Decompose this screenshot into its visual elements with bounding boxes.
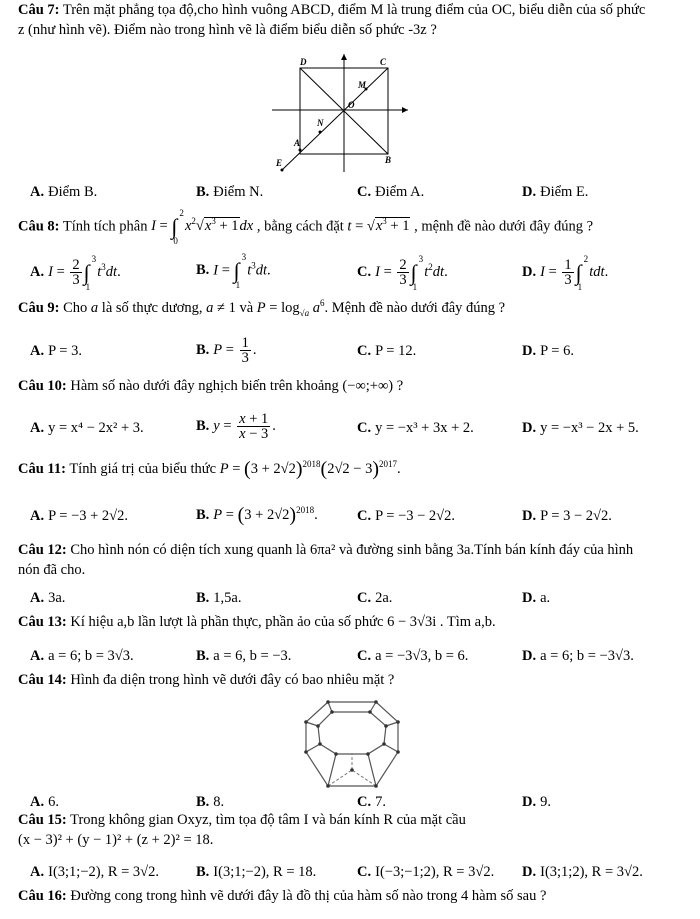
q10-option-a-text: y = x⁴ − 2x² + 3.: [48, 420, 144, 436]
q7-option-d-letter: D.: [522, 184, 537, 200]
q11-text-line: [18, 458, 401, 481]
label-E: E: [276, 158, 283, 168]
label-M: M: [358, 80, 367, 90]
q12-label: Câu 12:: [18, 542, 67, 558]
q11-expression: $P = (3 + 2√2)^{2018}(2√2 - 3)^{2017}$.: [219, 458, 401, 480]
q13-text: Kí hiệu a,b lần lượt là phần thực, phần ảo của số phức 6 − 3√3i . Tìm a,b.: [70, 614, 496, 630]
q15-text-line1: [18, 812, 466, 829]
q15-option-b[interactable]: [196, 864, 316, 881]
label-N: N: [317, 118, 324, 128]
q13-option-b[interactable]: [196, 648, 291, 665]
q14-text: Hình đa diện trong hình vẽ dưới đây có bao nhiêu mặt ?: [70, 672, 395, 688]
q9-text-line: Câu 9: Cho a là số thực dương, a ≠ 1 và $P = \log_{√a} a^6$. Mệnh đề nào dưới đây đúng ?: [18, 298, 506, 318]
q11-option-b-letter: B.: [196, 506, 210, 523]
q7-option-a-text: Điểm B.: [48, 184, 98, 200]
q9-option-b[interactable]: B. P = $\frac{1}{3}$ .: [196, 335, 257, 366]
q10-text-line: [18, 378, 403, 395]
q8-substitution: $t = √x^3 + 1$: [347, 216, 410, 235]
q9-option-c[interactable]: [357, 343, 416, 360]
q8-option-b[interactable]: B. I = ∫ 3 1 $t^3dt$.: [196, 252, 271, 290]
q8-option-d-letter: D.: [522, 263, 537, 280]
q7-text1: Trên mặt phẳng tọa độ,cho hình vuông ABCD, điểm M là trung điểm của OC, biểu diễn của số phức: [62, 2, 646, 18]
q12-option-c[interactable]: [357, 590, 392, 607]
q7-option-b[interactable]: [196, 184, 263, 201]
q14-polyhedron-figure: [298, 700, 404, 790]
label-D: D: [300, 57, 307, 67]
q12-option-b-text: 1,5a.: [213, 590, 242, 606]
q10-option-c-letter: C.: [357, 420, 372, 436]
q12-option-a-text: 3a.: [48, 590, 66, 606]
q12-option-d-letter: D.: [522, 590, 537, 606]
q13-option-d[interactable]: [522, 648, 634, 665]
q7-label: Câu 7:: [18, 2, 60, 18]
q14-label: Câu 14:: [18, 672, 67, 688]
q15-option-d-letter: D.: [522, 864, 537, 880]
q11-option-a-text: P = −3 + 2√2.: [48, 508, 129, 524]
q8-option-d[interactable]: D. I = $\frac{1}{3}$ ∫ 2 1 tdt.: [522, 253, 609, 292]
q12-option-d[interactable]: [522, 590, 550, 607]
q10-option-d-text: y = −x³ − 2x + 5.: [540, 420, 639, 436]
q11-option-d-letter: D.: [522, 508, 537, 524]
q12-text1: Cho hình nón có diện tích xung quanh là 6πa² và đường sinh bằng 3a.Tính bán kính đáy của hình: [70, 542, 634, 558]
q13-option-d-text: a = 6; b = −3√3.: [540, 648, 634, 664]
q14-option-c-text: 7.: [375, 794, 386, 810]
q8-text-a: Tính tích phân: [62, 218, 148, 235]
q15-option-c[interactable]: [357, 864, 494, 881]
q8-integral: I = ∫ 2 0 $x^2√x^3 + 1dx$: [151, 208, 254, 246]
q11-option-d-text: P = 3 − 2√2.: [540, 508, 612, 524]
q9-option-c-text: P = 12.: [375, 343, 417, 359]
q13-text-line: [18, 614, 496, 631]
q9-option-c-letter: C.: [357, 343, 372, 359]
q15-label: Câu 15:: [18, 812, 67, 828]
q9-text-b: là số thực dương,: [101, 299, 203, 316]
q9-label: Câu 9:: [18, 299, 60, 316]
q15-option-d-text: I(3;1;2), R = 3√2.: [540, 864, 643, 880]
q13-option-c[interactable]: [357, 648, 468, 665]
q15-option-c-text: I(−3;−1;2), R = 3√2.: [375, 864, 495, 880]
q11-option-c-letter: C.: [357, 508, 372, 524]
q14-option-b-letter: B.: [196, 794, 210, 810]
q12-option-b-letter: B.: [196, 590, 210, 606]
q7-text-line2: z (như hình vẽ). Điểm nào trong hình vẽ là điểm biểu diễn số phức -3z ?: [18, 22, 437, 38]
q9-option-d[interactable]: [522, 343, 574, 360]
q13-option-c-text: a = −3√3, b = 6.: [375, 648, 469, 664]
label-C: C: [380, 57, 387, 67]
q8-label: Câu 8:: [18, 218, 60, 235]
q10-option-d-letter: D.: [522, 420, 537, 436]
q14-option-d-letter: D.: [522, 794, 537, 810]
q14-option-d-text: 9.: [540, 794, 551, 810]
q16-label: Câu 16:: [18, 888, 67, 904]
q14-option-c-letter: C.: [357, 794, 372, 810]
q7-option-c-letter: C.: [357, 184, 372, 200]
q7-text-line1: [18, 2, 645, 19]
q8-option-c[interactable]: C. I = $\frac{2}{3}$ ∫ 3 1 $t^2dt$.: [357, 253, 448, 292]
q9-option-d-letter: D.: [522, 343, 537, 359]
q15-option-b-letter: B.: [196, 864, 210, 880]
q14-option-d[interactable]: [522, 794, 551, 811]
q13-option-b-text: a = 6, b = −3.: [213, 648, 292, 664]
q8-option-a-letter: A.: [30, 263, 45, 280]
q11-option-a-letter: A.: [30, 508, 45, 524]
q9-text-a: Cho: [63, 299, 88, 316]
q13-option-d-letter: D.: [522, 648, 537, 664]
q12-option-b[interactable]: [196, 590, 241, 607]
q14-option-a-text: 6.: [48, 794, 59, 810]
q13-option-b-letter: B.: [196, 648, 210, 664]
q15-option-a-letter: A.: [30, 864, 45, 880]
q13-option-a-text: a = 6; b = 3√3.: [48, 648, 134, 664]
q12-text-line1: [18, 542, 633, 559]
q12-option-d-text: a.: [540, 590, 551, 606]
q11-option-c-text: P = −3 − 2√2.: [375, 508, 456, 524]
q12-text-line2: nón đã cho.: [18, 562, 86, 578]
q9-option-b-letter: B.: [196, 341, 210, 358]
q11-option-d[interactable]: [522, 508, 612, 525]
label-A: A: [294, 138, 301, 148]
q11-option-c[interactable]: [357, 508, 455, 525]
q13-option-a[interactable]: [30, 648, 134, 665]
q7-option-c[interactable]: [357, 184, 424, 201]
q11-option-b[interactable]: B. $P = (3 + 2√2)^{2018}$.: [196, 504, 318, 526]
q12-option-a[interactable]: [30, 590, 65, 607]
q13-option-c-letter: C.: [357, 648, 372, 664]
q8-option-c-letter: C.: [357, 263, 372, 280]
q15-equation: (x − 3)² + (y − 1)² + (z + 2)² = 18.: [18, 832, 214, 848]
q10-label: Câu 10:: [18, 378, 67, 394]
q7-option-d[interactable]: [522, 184, 588, 201]
q8-text-b: , bằng cách đặt: [256, 218, 344, 235]
label-B: B: [385, 155, 392, 165]
q12-option-c-letter: C.: [357, 590, 372, 606]
q10-option-a[interactable]: [30, 420, 144, 437]
q9-option-a-text: P = 3.: [48, 343, 82, 359]
q7-option-b-letter: B.: [196, 184, 210, 200]
q9-option-a-letter: A.: [30, 343, 45, 359]
q10-option-c-text: y = −x³ + 3x + 2.: [375, 420, 474, 436]
q15-text1: Trong không gian Oxyz, tìm tọa độ tâm I và bán kính R của mặt cầu: [70, 812, 466, 828]
q14-option-a[interactable]: [30, 794, 59, 811]
q14-option-b-text: 8.: [213, 794, 225, 810]
q15-option-a[interactable]: [30, 864, 159, 881]
q13-label: Câu 13:: [18, 614, 67, 630]
q7-option-d-text: Điểm E.: [540, 184, 589, 200]
q7-option-b-text: Điểm N.: [213, 184, 264, 200]
q7-option-a-letter: A.: [30, 184, 45, 200]
q12-option-a-letter: A.: [30, 590, 45, 606]
q14-option-a-letter: A.: [30, 794, 45, 810]
q12-option-c-text: 2a.: [375, 590, 393, 606]
q10-option-b-letter: B.: [196, 417, 210, 434]
q15-option-b-text: I(3;1;−2), R = 18.: [213, 864, 317, 880]
q9-option-a[interactable]: [30, 343, 82, 360]
q8-text-line: [18, 208, 594, 246]
label-O: O: [348, 100, 355, 110]
q16-text-line: [18, 888, 546, 905]
q9-text-c: và: [239, 299, 254, 316]
q10-option-d[interactable]: [522, 420, 639, 437]
q7-figure: [270, 52, 410, 174]
q8-option-a[interactable]: A. I = $\frac{2}{3}$ ∫ 3 1 $t^3dt$.: [30, 253, 121, 292]
q10-option-c[interactable]: [357, 420, 474, 437]
q9-text-d: . Mệnh đề nào dưới đây đúng ?: [324, 299, 506, 316]
q15-option-a-text: I(3;1;−2), R = 3√2.: [48, 864, 160, 880]
q15-option-d[interactable]: [522, 864, 643, 881]
q10-option-b[interactable]: B. y = $\frac{x + 1}{x - 3}$ .: [196, 411, 276, 442]
q16-text: Đường cong trong hình vẽ dưới đây là đồ thị của hàm số nào trong 4 hàm số sau ?: [70, 888, 547, 904]
q8-text-c: , mệnh đề nào dưới đây đúng ?: [414, 218, 594, 235]
q11-option-a[interactable]: [30, 508, 128, 525]
q11-label: Câu 11:: [18, 460, 66, 477]
q8-option-b-letter: B.: [196, 262, 210, 279]
q15-option-c-letter: C.: [357, 864, 372, 880]
q14-option-b[interactable]: [196, 794, 224, 811]
q11-text: Tính giá trị của biểu thức: [69, 460, 217, 477]
q13-option-a-letter: A.: [30, 648, 45, 664]
q9-formula: $P = \log_{√a} a^6$: [256, 298, 325, 318]
q14-option-c[interactable]: [357, 794, 386, 811]
q9-option-d-text: P = 6.: [540, 343, 574, 359]
q10-text: Hàm số nào dưới đây nghịch biến trên khoảng (−∞;+∞) ?: [70, 378, 404, 394]
q14-text-line: [18, 672, 394, 689]
q10-option-a-letter: A.: [30, 420, 45, 436]
q7-option-a[interactable]: [30, 184, 97, 201]
q7-option-c-text: Điểm A.: [375, 184, 425, 200]
